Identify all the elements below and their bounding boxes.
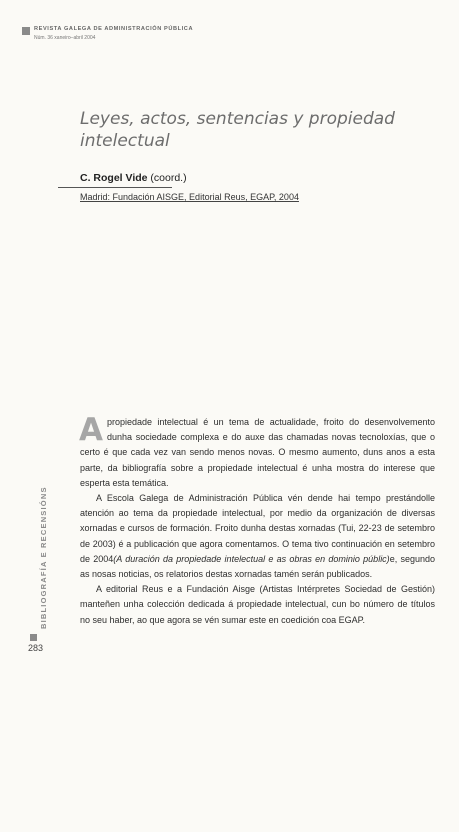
author-rule <box>58 187 172 188</box>
paragraph-1-text: propiedade intelectual é un tema de actualidade, froito do desenvolvemento dunha sociedade complexa e do auxe das chamadas novas tecnoloxías, que o certo é que cada vez van sendo menos novas. O mesmo aumento, duns anos a esta parte, da bibliografía sobre a propiedade intelectual é unha mostra do interese que esperta esta temática. <box>80 417 435 488</box>
issue-info: Núm. 36 xaneiro–abril 2004 <box>34 35 96 41</box>
paragraph-3-text: A editorial Reus e a Fundación Aisge (Artistas Intérpretes Sociedad de Gestión) manteñen unha colección dedicada á propiedade intelectual, cun bo número de títulos no seu haber, ao que agora se vén sumar este en coedición coa EGAP. <box>80 584 435 625</box>
author-line <box>80 172 187 184</box>
paragraph-3 <box>80 582 435 628</box>
review-title: Leyes, actos, sentencias y propiedad intelectual <box>80 109 395 151</box>
review-body <box>79 412 435 628</box>
paragraph-2-italic: (A duración da propiedade intelectual e as obras en dominio públic) <box>113 553 390 564</box>
paragraph-2-text-a: A Escola Galega de Administración Pública vén dende hai tempo prestándolle atención ao tema da propiedade intelectual, por medio da organización de diversas xornadas e cursos de formación. Froito dunha destas xornadas (Tui, 22-23 de setembro de 2003) é a publicación que agora comentamos. O tema tivo continuación en setembro de 2004 <box>80 493 435 564</box>
author-name: C. Rogel Vide <box>80 172 148 184</box>
publication-info: Madrid: Fundación AISGE, Editorial Reus, EGAP, 2004 <box>80 192 299 202</box>
paragraph-2 <box>80 491 435 582</box>
paragraph-1 <box>79 412 435 491</box>
drop-cap: A <box>79 412 103 448</box>
journal-name: REVISTA GALEGA DE ADMINISTRACIÓN PÚBLICA <box>34 26 194 32</box>
section-label: BIBLIOGRAFÍA E RECENSIÓNS <box>39 486 48 629</box>
author-role: (coord.) <box>150 172 187 184</box>
section-side-label <box>28 486 48 832</box>
page-number: 283 <box>28 643 44 653</box>
header-square-icon <box>22 27 30 35</box>
side-square-icon <box>30 634 37 641</box>
paragraph-2-text-b: e, segundo as nosas noticias, os relatorios destas xornadas tamén serán publicados. <box>80 553 435 580</box>
